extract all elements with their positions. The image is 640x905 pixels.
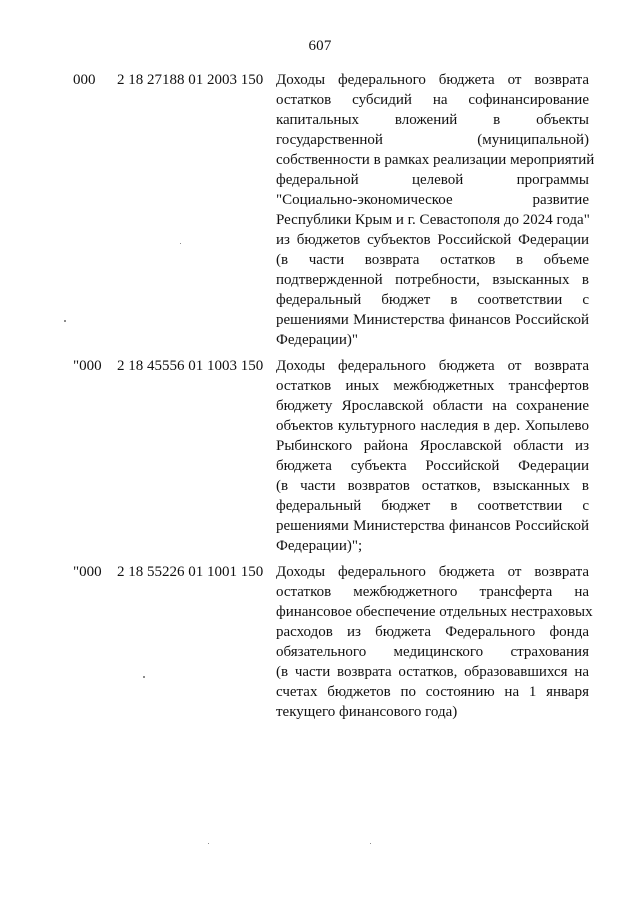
table-row [0,70,640,350]
description-line: остатков иных межбюджетных трансфертов [276,378,589,394]
revenue-code: 2 18 55226 01 1001 150 [117,564,264,580]
description-line: из бюджетов субъектов Российской Федерации [276,232,589,248]
scan-speck [180,243,181,244]
description-line: "Социально-экономическое развитие [276,192,589,208]
description-line: (в части возвратов остатков, взысканных в [276,478,589,494]
description-line: Доходы федерального бюджета от возврата [276,564,589,580]
description-line: Республики Крым и г. Севастополя до 2024 года" [276,212,590,228]
description-line: решениями Министерства финансов Российской [276,518,589,534]
revenue-description [276,562,593,722]
revenue-description [276,70,595,350]
admin-code: "000 [73,564,102,580]
description-line: Федерации)"; [276,538,363,554]
scan-speck [208,843,209,844]
description-line: решениями Министерства финансов Российской [276,312,589,328]
description-line: остатков субсидий на софинансирование [276,92,589,108]
description-line: бюджету Ярославской области на сохранение [276,398,589,414]
description-line: бюджета субъекта Российской Федерации [276,458,589,474]
description-line: текущего финансового года) [276,704,458,720]
description-line: государственной (муниципальной) [276,132,589,148]
revenue-code: 2 18 27188 01 2003 150 [117,72,264,88]
scan-speck [370,843,371,844]
description-line: Доходы федерального бюджета от возврата [276,358,589,374]
description-line: федеральный бюджет в соответствии с [276,498,589,514]
description-line: (в части возврата остатков в объеме [276,252,589,268]
admin-code: "000 [73,358,102,374]
revenue-code: 2 18 45556 01 1003 150 [117,358,264,374]
description-line: федеральный бюджет в соответствии с [276,292,589,308]
page-number: 607 [308,38,332,54]
description-line: остатков межбюджетного трансферта на [276,584,589,600]
description-line: подтвержденной потребности, взысканных в [276,272,589,288]
description-line: обязательного медицинского страхования [276,644,589,660]
description-line: объектов культурного наследия в дер. Хопылево [276,418,589,434]
table-row [0,562,640,722]
description-line: федеральной целевой программы [276,172,589,188]
description-line: собственности в рамках реализации мероприятий [276,152,595,168]
description-line: Рыбинского района Ярославской области из [276,438,589,454]
scan-speck [143,676,145,678]
description-line: Федерации)" [276,332,358,348]
admin-code: 000 [73,72,96,88]
table-row [0,356,640,556]
scan-speck [64,320,66,322]
budget-code-table [0,70,640,722]
description-line: (в части возврата остатков, образовавшихся на [276,664,589,680]
revenue-description [276,356,589,556]
description-line: финансовое обеспечение отдельных нестраховых [276,604,593,620]
description-line: капитальных вложений в объекты [276,112,589,128]
description-line: Доходы федерального бюджета от возврата [276,72,589,88]
description-line: расходов из бюджета Федерального фонда [276,624,589,640]
description-line: счетах бюджетов по состоянию на 1 января [276,684,589,700]
